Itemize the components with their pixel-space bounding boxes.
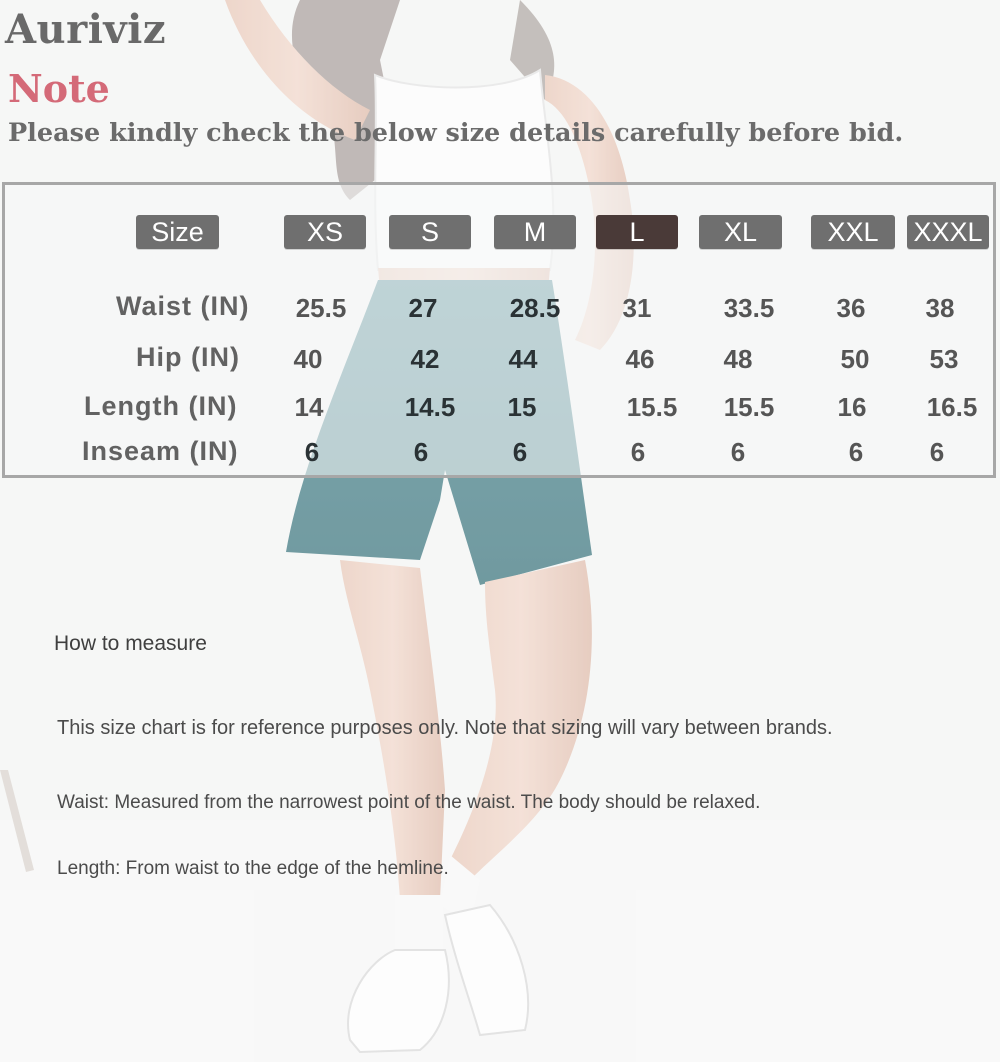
table-cell: 6 xyxy=(630,437,646,467)
table-cell: 44 xyxy=(508,344,538,374)
table-cell: 53 xyxy=(929,344,959,374)
size-pill-xl: XL xyxy=(699,215,782,249)
size-pill-xxxl: XXXL xyxy=(907,215,989,249)
note-label: Note xyxy=(8,66,110,111)
row-label-hip: Hip (IN) xyxy=(136,342,240,372)
table-cell: 33.5 xyxy=(723,293,775,323)
table-cell: 6 xyxy=(512,437,528,467)
row-label-inseam: Inseam (IN) xyxy=(82,436,239,466)
row-label-waist: Waist (IN) xyxy=(116,291,250,321)
table-cell: 14.5 xyxy=(404,392,456,422)
table-cell: 48 xyxy=(723,344,753,374)
table-cell: 31 xyxy=(622,293,652,323)
table-cell: 6 xyxy=(929,437,945,467)
size-pill-xxl: XXL xyxy=(811,215,895,249)
table-cell: 36 xyxy=(836,293,866,323)
table-cell: 14 xyxy=(294,392,324,422)
row-label-length: Length (IN) xyxy=(84,391,238,421)
size-pill-m: M xyxy=(494,215,576,249)
table-cell: 15 xyxy=(507,392,537,422)
table-cell: 15.5 xyxy=(626,392,678,422)
waist-measure-note: Waist: Measured from the narrowest point of the waist. The body should be relaxed. xyxy=(57,792,761,813)
size-pill-xs: XS xyxy=(284,215,366,249)
headline: Please kindly check the below size details carefully before bid. xyxy=(8,118,904,148)
size-pill-l: L xyxy=(596,215,678,249)
table-cell: 6 xyxy=(413,437,429,467)
table-cell: 6 xyxy=(730,437,746,467)
table-cell: 6 xyxy=(304,437,320,467)
table-cell: 50 xyxy=(840,344,870,374)
table-cell: 16 xyxy=(837,392,867,422)
reference-note: This size chart is for reference purposes only. Note that sizing will vary between brands. xyxy=(57,717,833,739)
table-cell: 27 xyxy=(408,293,438,323)
table-cell: 38 xyxy=(925,293,955,323)
size-pill-s: S xyxy=(389,215,471,249)
table-cell: 15.5 xyxy=(723,392,775,422)
size-header-pill: Size xyxy=(136,215,219,249)
table-cell: 25.5 xyxy=(295,293,347,323)
brand-name: Auriviz xyxy=(5,6,167,53)
table-cell: 42 xyxy=(410,344,440,374)
table-cell: 6 xyxy=(848,437,864,467)
table-cell: 28.5 xyxy=(509,293,561,323)
length-measure-note: Length: From waist to the edge of the hemline. xyxy=(57,858,449,879)
table-cell: 16.5 xyxy=(926,392,978,422)
table-cell: 46 xyxy=(625,344,655,374)
how-to-measure-title: How to measure xyxy=(54,632,207,655)
table-cell: 40 xyxy=(293,344,323,374)
